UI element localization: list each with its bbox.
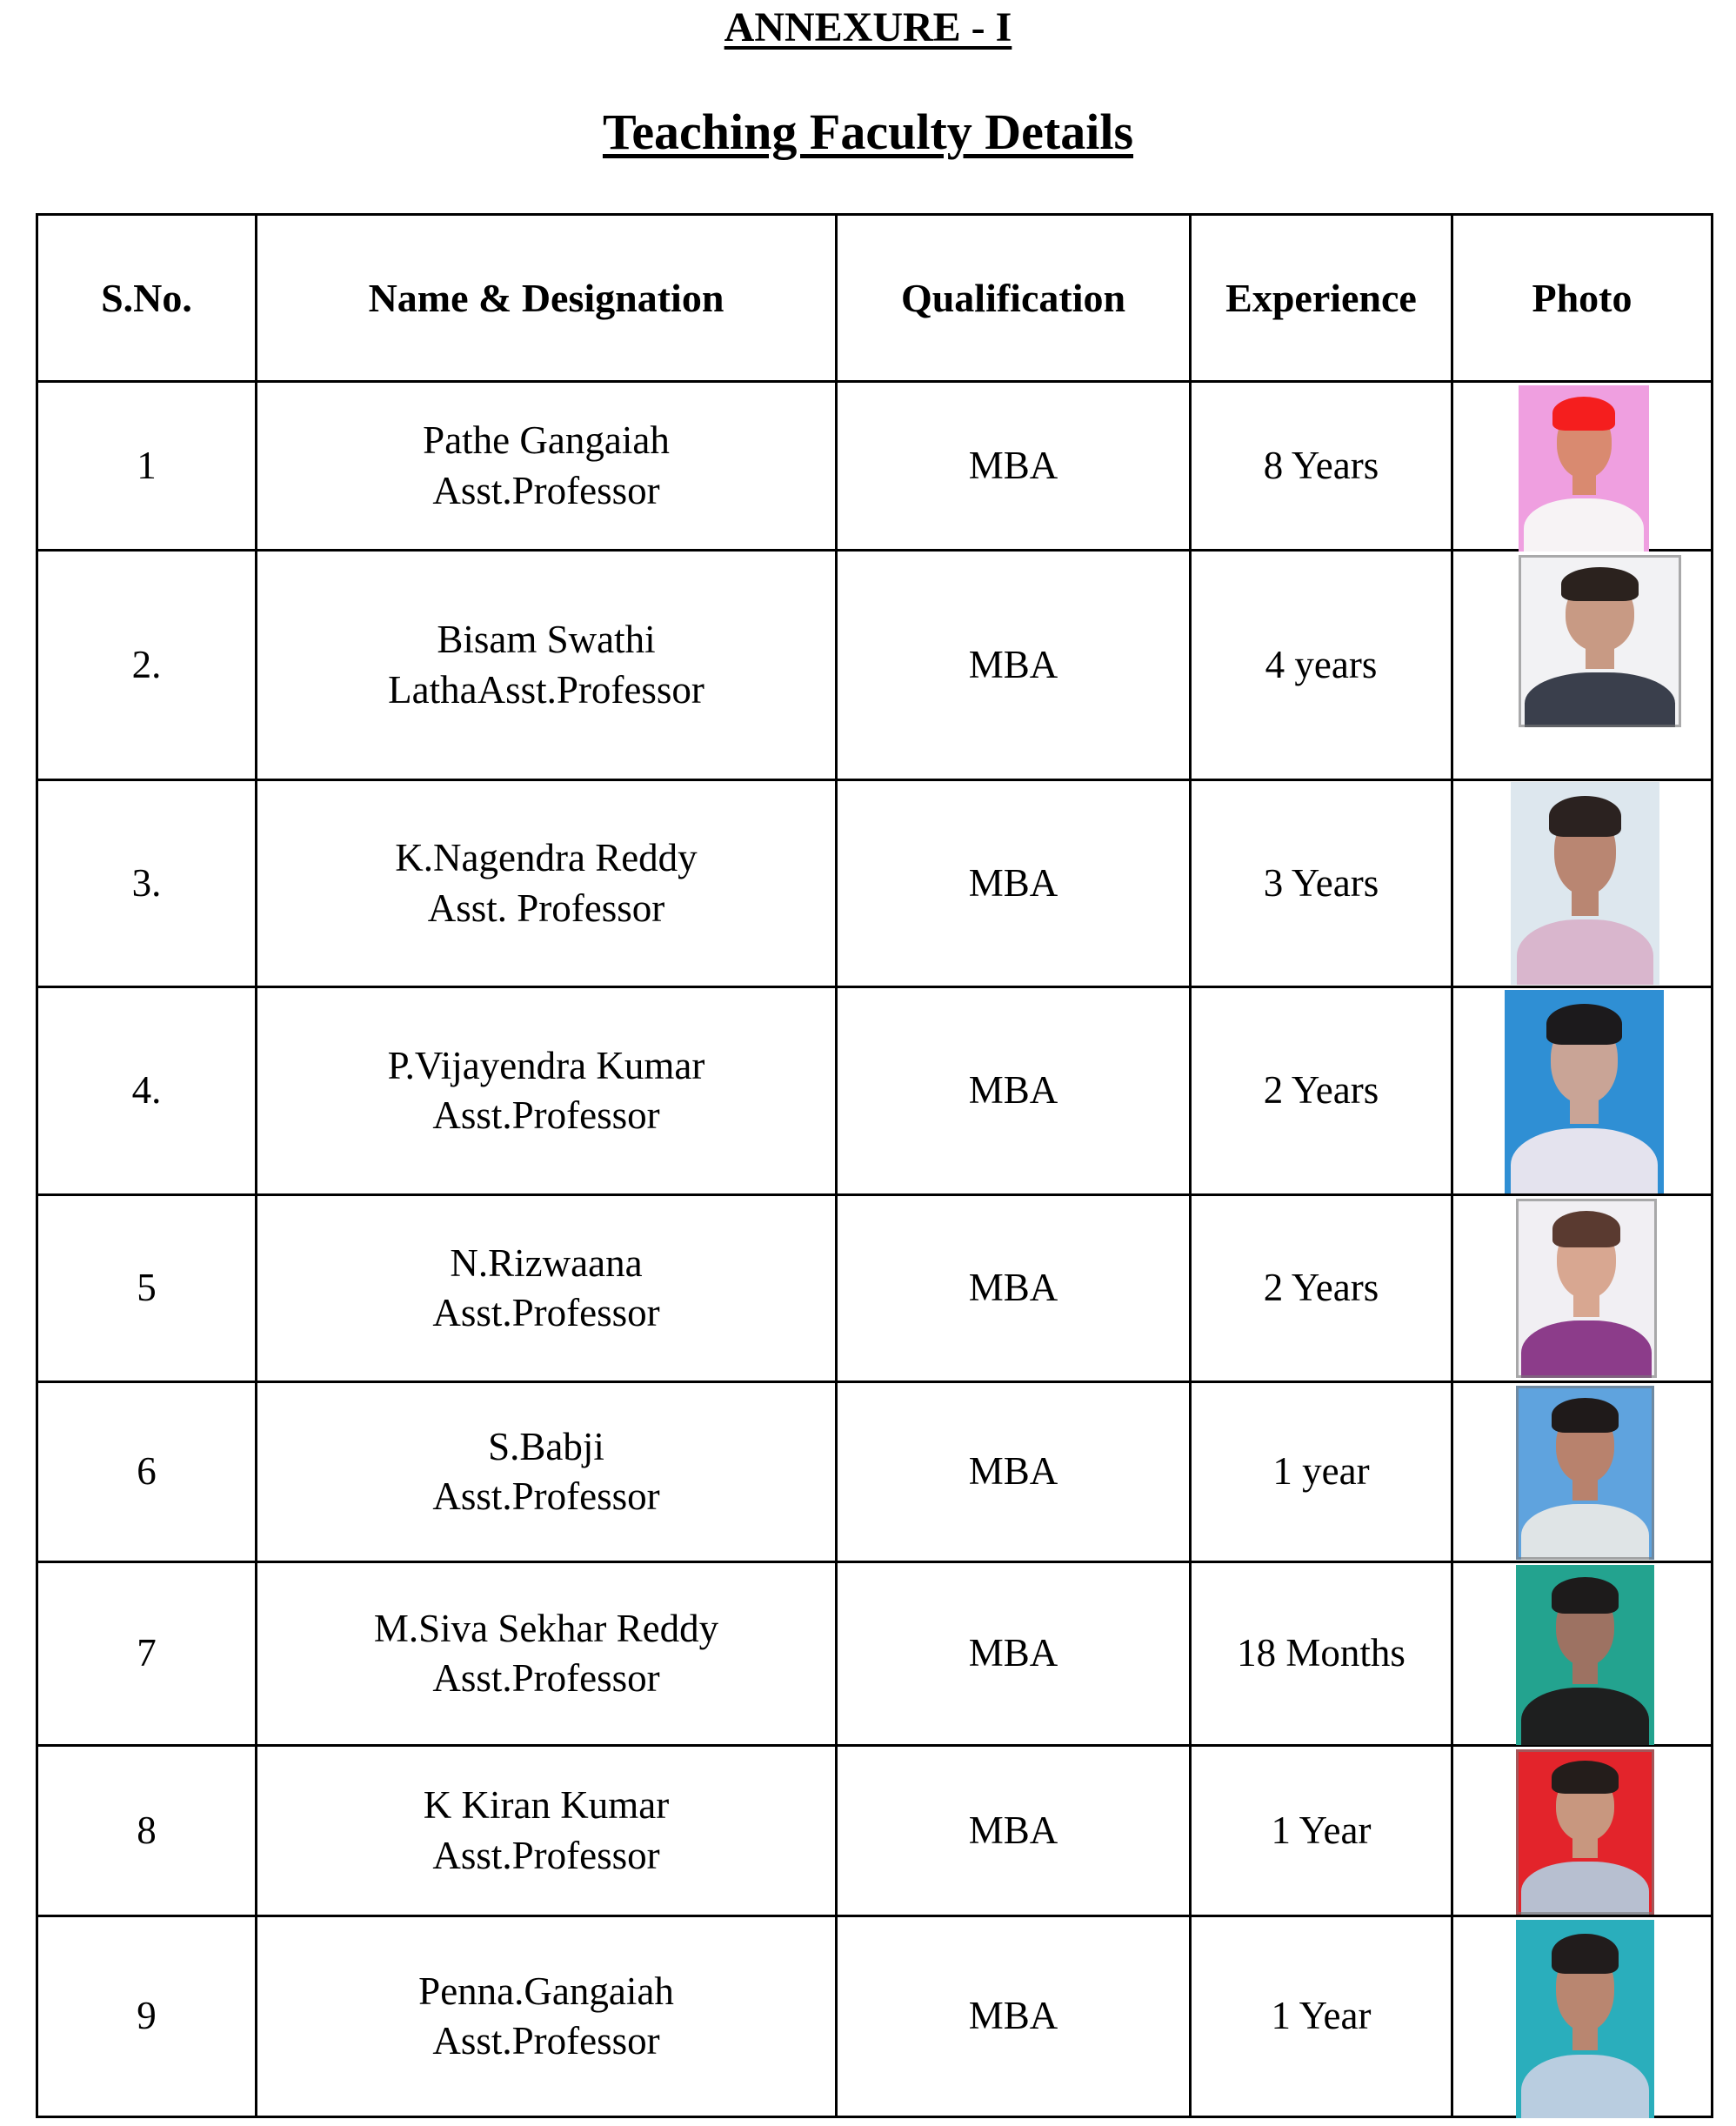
cell-name-designation <box>257 987 837 1195</box>
portrait-photo-icon <box>1505 990 1664 1193</box>
faculty-designation: Asst. Professor <box>427 886 665 930</box>
cell-qualification: MBA <box>837 1562 1191 1746</box>
table-row <box>37 1382 1713 1562</box>
cell-name-designation <box>257 382 837 551</box>
faculty-name: M.Siva Sekhar Reddy <box>373 1606 719 1650</box>
table-header-row <box>37 215 1713 382</box>
photo-hair <box>1552 1934 1618 1974</box>
cell-name-designation <box>257 780 837 987</box>
cell-photo <box>1452 1562 1713 1746</box>
portrait-photo-icon <box>1516 1386 1654 1560</box>
cell-experience: 2 Years <box>1191 987 1452 1195</box>
header-photo: Photo <box>1452 215 1713 382</box>
faculty-name: Pathe Gangaiah <box>423 418 670 463</box>
photo-hair <box>1546 1004 1623 1045</box>
cell-sno: 1 <box>37 382 257 551</box>
cell-photo <box>1452 1382 1713 1562</box>
cell-name-designation <box>257 1382 837 1562</box>
cell-qualification: MBA <box>837 1916 1191 2117</box>
faculty-designation: Asst.Professor <box>432 1474 660 1518</box>
annexure-heading <box>0 3 1736 51</box>
cell-experience: 3 Years <box>1191 780 1452 987</box>
cell-sno: 2. <box>37 551 257 780</box>
cell-name-designation <box>257 1746 837 1916</box>
portrait-photo-icon <box>1516 1920 1654 2118</box>
faculty-table <box>36 213 1713 2118</box>
header-experience: Experience <box>1191 215 1452 382</box>
faculty-name: Bisam Swathi <box>437 618 656 662</box>
table-row <box>37 1916 1713 2117</box>
faculty-designation: Asst.Professor <box>432 1291 660 1334</box>
cell-qualification: MBA <box>837 987 1191 1195</box>
cell-photo <box>1452 1746 1713 1916</box>
header-sno: S.No. <box>37 215 257 382</box>
faculty-name: N.Rizwaana <box>450 1240 643 1285</box>
cell-experience: 1 Year <box>1191 1746 1452 1916</box>
table-row <box>37 382 1713 551</box>
photo-clothing <box>1511 1128 1657 1193</box>
faculty-designation: Asst.Professor <box>432 1833 660 1877</box>
header-qualification: Qualification <box>837 215 1191 382</box>
portrait-photo-icon <box>1519 385 1649 552</box>
cell-sno: 7 <box>37 1562 257 1746</box>
table-row <box>37 987 1713 1195</box>
faculty-name: K Kiran Kumar <box>423 1783 670 1828</box>
cell-sno: 6 <box>37 1382 257 1562</box>
faculty-designation: LathaAsst.Professor <box>388 667 704 712</box>
header-name-designation: Name & Designation <box>257 215 837 382</box>
table-row <box>37 1195 1713 1382</box>
table-row <box>37 1746 1713 1916</box>
cell-name-designation <box>257 551 837 780</box>
faculty-name: Penna.Gangaiah <box>418 1969 674 2013</box>
photo-frame <box>1516 1749 1654 1915</box>
faculty-name: K.Nagendra Reddy <box>395 836 698 880</box>
cell-qualification: MBA <box>837 382 1191 551</box>
portrait-photo-icon <box>1516 1199 1657 1378</box>
cell-sno: 9 <box>37 1916 257 2117</box>
cell-sno: 8 <box>37 1746 257 1916</box>
cell-sno: 3. <box>37 780 257 987</box>
page-title <box>0 103 1736 161</box>
cell-name-designation <box>257 1195 837 1382</box>
faculty-name: P.Vijayendra Kumar <box>387 1043 705 1087</box>
cell-experience: 1 Year <box>1191 1916 1452 2117</box>
photo-hair <box>1552 397 1615 430</box>
photo-hair <box>1549 796 1620 837</box>
cell-qualification: MBA <box>837 780 1191 987</box>
portrait-photo-icon <box>1516 1565 1654 1745</box>
photo-frame <box>1516 1386 1654 1560</box>
photo-frame <box>1516 1199 1657 1378</box>
cell-experience: 8 Years <box>1191 382 1452 551</box>
cell-photo <box>1452 1916 1713 2117</box>
cell-qualification: MBA <box>837 1382 1191 1562</box>
photo-clothing <box>1524 498 1644 552</box>
cell-experience: 18 Months <box>1191 1562 1452 1746</box>
cell-sno: 4. <box>37 987 257 1195</box>
cell-photo <box>1452 382 1713 551</box>
photo-clothing <box>1521 2055 1648 2118</box>
table-row <box>37 1562 1713 1746</box>
cell-qualification: MBA <box>837 1746 1191 1916</box>
cell-sno: 5 <box>37 1195 257 1382</box>
cell-photo <box>1452 1195 1713 1382</box>
table-row <box>37 551 1713 780</box>
cell-photo <box>1452 780 1713 987</box>
photo-clothing <box>1521 1688 1648 1745</box>
portrait-photo-icon <box>1516 1749 1654 1915</box>
cell-experience: 2 Years <box>1191 1195 1452 1382</box>
faculty-designation: Asst.Professor <box>432 2019 660 2062</box>
cell-qualification: MBA <box>837 551 1191 780</box>
page-title-text: Teaching Faculty Details <box>602 104 1134 160</box>
photo-hair <box>1552 1577 1618 1613</box>
cell-name-designation <box>257 1916 837 2117</box>
faculty-designation: Asst.Professor <box>432 468 660 512</box>
annexure-heading-text: ANNEXURE - I <box>724 4 1012 50</box>
cell-experience: 4 years <box>1191 551 1452 780</box>
cell-qualification: MBA <box>837 1195 1191 1382</box>
portrait-photo-icon <box>1511 782 1659 985</box>
cell-name-designation <box>257 1562 837 1746</box>
cell-experience: 1 year <box>1191 1382 1452 1562</box>
faculty-name: S.Babji <box>488 1424 604 1468</box>
photo-clothing <box>1517 919 1653 985</box>
faculty-designation: Asst.Professor <box>432 1656 660 1700</box>
photo-frame <box>1519 555 1681 727</box>
portrait-photo-icon <box>1519 555 1681 727</box>
faculty-designation: Asst.Professor <box>432 1093 660 1137</box>
cell-photo <box>1452 551 1713 780</box>
table-row <box>37 780 1713 987</box>
cell-photo <box>1452 987 1713 1195</box>
